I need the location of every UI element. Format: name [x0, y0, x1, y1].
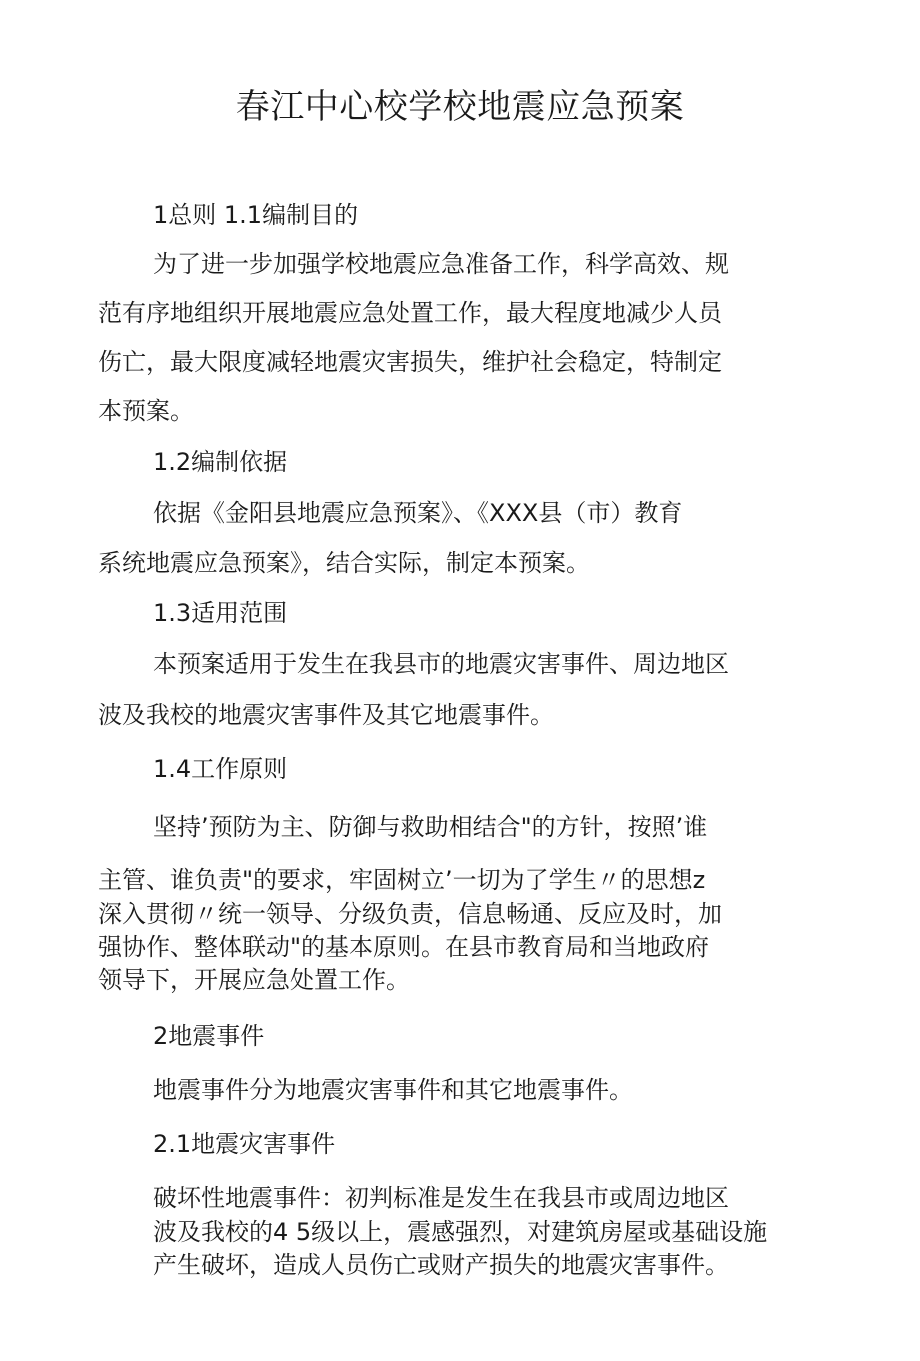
paragraph-line: 主管、谁负责"的要求，牢固树立’一切为了学生〃的思想z — [98, 866, 706, 894]
paragraph-line: 深入贯彻〃统一领导、分级负责，信息畅通、反应及时，加 — [98, 900, 722, 928]
section-heading: 1.4工作原则 — [153, 755, 288, 783]
section-heading: 1.2编制依据 — [153, 448, 288, 476]
paragraph-line: 系统地震应急预案》，结合实际，制定本预案。 — [98, 549, 590, 577]
paragraph-line: 破坏性地震事件：初判标准是发生在我县市或周边地区 — [153, 1184, 729, 1212]
section-heading: 2.1地震灾害事件 — [153, 1130, 336, 1158]
paragraph-line: 波及我校的地震灾害事件及其它地震事件。 — [98, 701, 554, 729]
paragraph-line: 范有序地组织开展地震应急处置工作，最大程度地减少人员 — [98, 299, 722, 327]
section-heading: 1总则 1.1编制目的 — [153, 201, 359, 229]
paragraph-line: 本预案。 — [98, 397, 194, 425]
paragraph-line: 坚持’预防为主、防御与救助相结合"的方针，按照’谁 — [153, 813, 708, 841]
paragraph-line: 地震事件分为地震灾害事件和其它地震事件。 — [153, 1076, 633, 1104]
paragraph-line: 波及我校的4 5级以上，震感强烈，对建筑房屋或基础设施 — [153, 1218, 768, 1246]
paragraph-line: 伤亡，最大限度减轻地震灾害损失，维护社会稳定，特制定 — [98, 348, 722, 376]
paragraph-line: 为了进一步加强学校地震应急准备工作，科学高效、规 — [153, 250, 729, 278]
paragraph-line: 本预案适用于发生在我县市的地震灾害事件、周边地区 — [153, 650, 729, 678]
paragraph-line: 强协作、整体联动"的基本原则。在县市教育局和当地政府 — [98, 933, 710, 961]
document-title: 春江中心校学校地震应急预案 — [235, 87, 685, 127]
section-heading: 1.3适用范围 — [153, 599, 288, 627]
paragraph-line: 产生破坏，造成人员伤亡或财产损失的地震灾害事件。 — [153, 1251, 729, 1279]
paragraph-line: 依据《金阳县地震应急预案》、《XXX县（市）教育 — [153, 499, 683, 527]
paragraph-line: 领导下，开展应急处置工作。 — [98, 966, 410, 994]
section-heading: 2地震事件 — [153, 1022, 265, 1050]
